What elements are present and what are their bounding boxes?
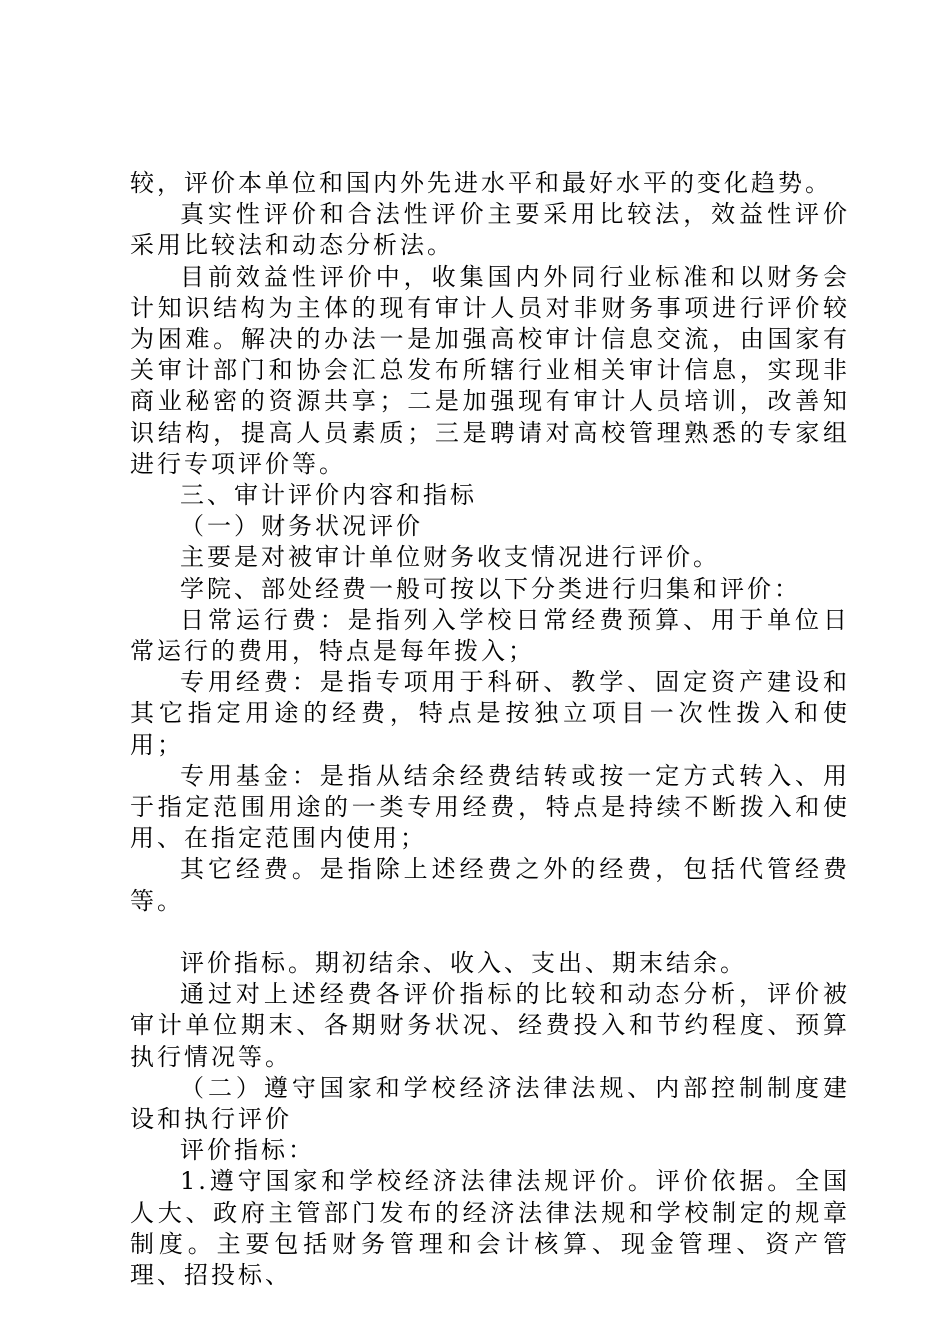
- paragraph-special-funds: 专用经费：是指专项用于科研、教学、固定资产建设和其它指定用途的经费，特点是按独立项目一次性拨入和使用；: [130, 668, 850, 759]
- paragraph-1: 较，评价本单位和国内外先进水平和最好水平的变化趋势。: [130, 169, 832, 197]
- paragraph-other-funds: 其它经费。是指除上述经费之外的经费，包括代管经费等。: [130, 855, 850, 915]
- paragraph-indicators-label: 评价指标：: [180, 1136, 315, 1165]
- paragraph-daily-operating-cost: 日常运行费：是指列入学校日常经费预算、用于单位日常运行的费用，特点是每年拨入；: [130, 605, 850, 666]
- paragraph-evaluation-indicators: 评价指标。期初结余、收入、支出、期末结余。: [180, 949, 747, 978]
- subsection-heading-2: （二）遵守国家和学校经济法律法规、内部控制制度建设和执行评价: [130, 1073, 850, 1134]
- subsection-heading-1: （一）财务状况评价: [180, 512, 423, 541]
- document-page: [130, 168, 850, 1291]
- paragraph-3: 目前效益性评价中，收集国内外同行业标准和以财务会计知识结构为主体的现有审计人员对非财务事项进行评价较为困难。解决的办法一是加强高校审计信息交流，由国家有关审计部门和协会汇总发布所辖行业相关审计信息，实现非商业秘密的资源共享；二是加强现有审计人员培训，改善知识结构，提高人员素质；三是聘请对高校管理熟悉的专家组进行专项评价等。: [130, 262, 850, 478]
- paragraph-analysis: 通过对上述经费各评价指标的比较和动态分析，评价被审计单位期末、各期财务状况、经费投入和节约程度、预算执行情况等。: [130, 980, 850, 1071]
- paragraph-item-1: 1.遵守国家和学校经济法律法规评价。评价依据。全国人大、政府主管部门发布的经济法律法规和学校制定的规章制度。主要包括财务管理和会计核算、现金管理、资产管理、招投标、: [130, 1167, 850, 1290]
- paragraph-6: 主要是对被审计单位财务收支情况进行评价。: [180, 543, 720, 572]
- paragraph-7: 学院、部处经费一般可按以下分类进行归集和评价：: [180, 574, 801, 603]
- section-heading-3: 三、审计评价内容和指标: [180, 481, 477, 510]
- paragraph-special-fund-base: 专用基金：是指从结余经费结转或按一定方式转入、用于指定范围用途的一类专用经费，特点是持续不断拨入和使用、在指定范围内使用；: [130, 761, 850, 853]
- blank-line: [130, 917, 850, 948]
- paragraph-2: 真实性评价和合法性评价主要采用比较法，效益性评价采用比较法和动态分析法。: [130, 200, 850, 260]
